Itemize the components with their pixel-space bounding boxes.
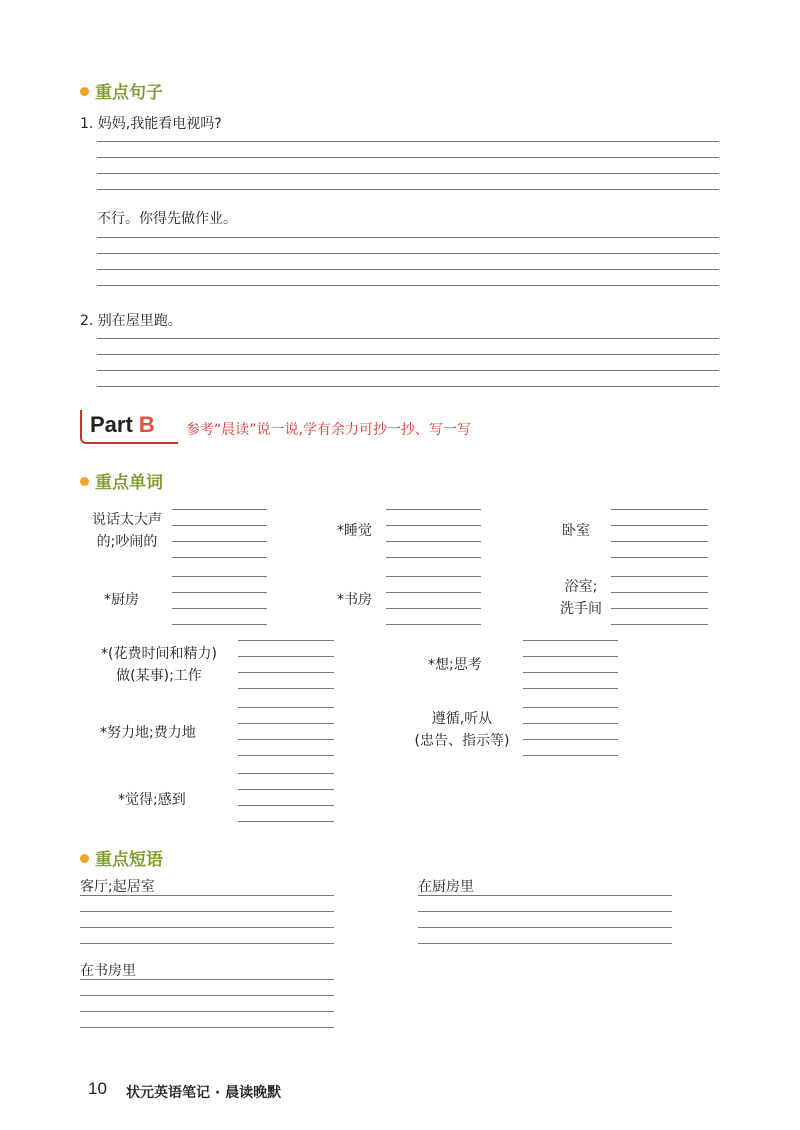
- section-title-sentences: 重点句子: [80, 78, 163, 103]
- word-lines-sleep[interactable]: [386, 494, 481, 558]
- bullet-dot-icon: [80, 854, 89, 863]
- writing-lines-sentence-2[interactable]: [97, 323, 719, 387]
- word-prompt-kitchen: *厨房: [104, 592, 139, 608]
- word-prompt-noisy: 说话太大声 的;吵闹的: [92, 512, 162, 550]
- phrase-lines-in-study[interactable]: [80, 964, 334, 1028]
- word-lines-feel[interactable]: [238, 758, 334, 822]
- word-prompt-think: *想;思考: [428, 657, 482, 673]
- word-prompt-study: *书房: [337, 592, 372, 608]
- word-prompt-work: *(花费时间和精力) 做(某事);工作: [101, 646, 217, 684]
- bullet-dot-icon: [80, 477, 89, 486]
- phrase-prompt-living-room: 客厅;起居室: [80, 879, 155, 895]
- word-prompt-follow: 遵循,听从 (忠告、指示等): [414, 711, 510, 749]
- bullet-dot-icon: [80, 87, 89, 96]
- page-number: 10: [88, 1079, 107, 1098]
- part-b-tag: [80, 410, 180, 444]
- phrase-lines-in-kitchen[interactable]: [418, 880, 672, 944]
- section-title-phrases: 重点短语: [80, 845, 163, 870]
- word-lines-kitchen[interactable]: [172, 561, 267, 625]
- phrase-lines-living-room[interactable]: [80, 880, 334, 944]
- book-title: 状元英语笔记 · 晨读晚默: [126, 1085, 282, 1101]
- word-lines-noisy[interactable]: [172, 494, 267, 558]
- word-lines-hard[interactable]: [238, 692, 334, 756]
- writing-lines-sentence-1[interactable]: [97, 126, 719, 190]
- part-b-label: Part B: [90, 412, 155, 437]
- word-lines-study[interactable]: [386, 561, 481, 625]
- word-lines-bedroom[interactable]: [611, 494, 708, 558]
- word-lines-bathroom[interactable]: [611, 561, 708, 625]
- phrase-prompt-in-study: 在书房里: [80, 963, 136, 979]
- word-prompt-bathroom: 浴室; 洗手间: [560, 579, 602, 617]
- word-lines-follow[interactable]: [523, 692, 618, 756]
- section-title-words: 重点单词: [80, 468, 163, 493]
- sentence-prompt-2: 2. 别在屋里跑。: [80, 313, 182, 329]
- sentence-prompt-1-answer: 不行。你得先做作业。: [97, 211, 237, 227]
- word-prompt-bedroom: 卧室: [562, 523, 590, 539]
- writing-lines-sentence-1-answer[interactable]: [97, 222, 719, 286]
- word-lines-work[interactable]: [238, 625, 334, 689]
- part-b-description: 参考“晨读”说一说,学有余力可抄一抄、写一写: [186, 422, 471, 438]
- sentence-prompt-1: 1. 妈妈,我能看电视吗?: [80, 116, 222, 132]
- word-prompt-hard: *努力地;费力地: [100, 725, 196, 741]
- word-prompt-feel: *觉得;感到: [118, 792, 186, 808]
- word-prompt-sleep: *睡觉: [337, 523, 372, 539]
- word-lines-think[interactable]: [523, 625, 618, 689]
- phrase-prompt-in-kitchen: 在厨房里: [418, 879, 474, 895]
